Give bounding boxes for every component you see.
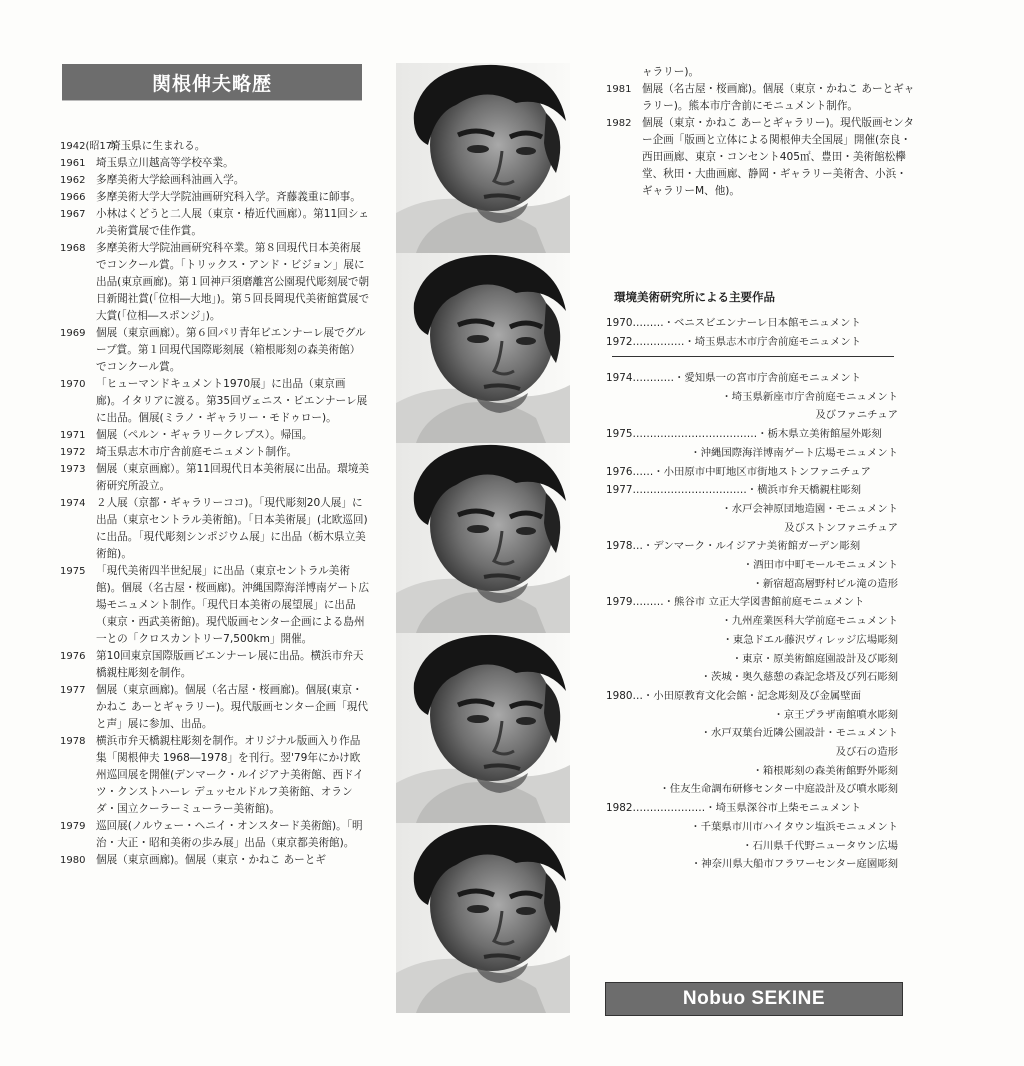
works-title: ・ベニスビエンナーレ日本館モニュメント	[663, 317, 861, 329]
bio-year: 1972	[60, 447, 86, 458]
works-leader-dots: …………………	[632, 802, 706, 815]
works-entry	[606, 762, 898, 781]
works-title: ・小田原教育文化会館・記念彫刻及び金属壁面	[642, 689, 862, 702]
works-entry	[606, 631, 898, 650]
works-leader-dots: ………	[632, 317, 664, 329]
works-title: 及び石の造形	[835, 746, 898, 759]
bio-text: 個展（ペルン・ギャラリークレプス）。帰国。	[96, 429, 313, 441]
bio-entry	[60, 563, 370, 648]
works-title: ・埼玉県志木市庁舎前庭モニュメント	[684, 335, 862, 348]
works-title: ・横浜市弁天橋親柱彫刻	[746, 484, 862, 497]
works-title: ・住友生命調布研修センター中庭設計及び噴水彫刻	[659, 783, 898, 796]
biography-left-column	[60, 138, 370, 869]
works-title: ・京王プラザ南館噴水彫刻	[773, 708, 898, 721]
works-year: 1972	[606, 335, 633, 348]
bio-year: 1974	[60, 498, 86, 509]
works-leader-dots: …	[632, 540, 643, 553]
bio-year: 1971	[60, 430, 86, 441]
works-title: ・茨城・奥久慈憩の森記念塔及び列石彫刻	[700, 671, 898, 684]
bio-entry	[606, 115, 916, 200]
bio-entry	[60, 376, 370, 427]
bio-year: 1968	[60, 243, 86, 254]
portrait-photo	[396, 633, 570, 823]
works-title: ・石川県千代野ニュータウン広場	[742, 839, 898, 852]
works-title: ・水戸双葉台近隣公園設計・モニュメント	[700, 727, 898, 740]
works-leader-dots: ………	[632, 596, 664, 609]
bio-entry	[60, 325, 370, 376]
works-title: ・埼玉県深谷市上柴モニュメント	[705, 802, 862, 815]
works-title: ・栃木県立美術館屋外彫刻	[757, 428, 882, 441]
bio-year: 1942(昭17)	[60, 141, 116, 152]
works-title: 及びファニチュア	[815, 409, 898, 422]
portrait-photo	[396, 823, 570, 1013]
works-title: ・新宿超高層野村ビル滝の造形	[752, 577, 898, 590]
works-title: ・九州産業医科大学前庭モニュメント	[721, 615, 898, 628]
works-leader-dots: ………………………………	[632, 428, 758, 441]
works-entry	[606, 425, 898, 444]
works-divider	[612, 356, 894, 357]
bio-entry	[606, 81, 916, 115]
bio-year: 1980	[60, 855, 86, 866]
bio-entry	[60, 648, 370, 682]
bio-text: 第10回東京国際版画ビエンナーレ展に出品。横浜市弁天橋親柱彫刻を制作。	[96, 650, 364, 679]
bio-entry	[60, 495, 370, 563]
works-title: ・酒田市中町モールモニュメント	[742, 559, 898, 572]
works-entry	[606, 593, 898, 612]
bio-year: 1973	[60, 464, 86, 475]
works-entry	[606, 818, 898, 837]
bio-text: 横浜市弁天橋親柱彫刻を制作。オリジナル版画入り作品集「関根伸夫 1968―1978」を刊行。翌'79年にかけ欧州巡回展を開催(デンマーク・ルイジアナ美術館、西ドイツ・クンストハーレ デュッセルドルフ美術館、オランダ・国立クーラーミューラー美術館)。	[96, 735, 364, 815]
bio-text: 多摩美術大学大学院油画研究科入学。斉藤義重に師事。	[96, 191, 361, 203]
works-year: 1978	[606, 540, 633, 553]
works-title: ・神奈川県大船市フラワーセンター庭園彫刻	[690, 858, 898, 871]
works-year: 1975	[606, 428, 633, 441]
bio-year: 1979	[60, 821, 86, 832]
bio-entry	[60, 852, 370, 869]
works-title: ・愛知県一の宮市庁舎前庭モニュメント	[674, 372, 862, 384]
bio-text: 個展（東京・かねこ あーとギャラリー)。現代版画センター企画「版画と立体による関根伸夫全国展」開催(奈良・西田画廊、東京・コンセント405㎡、豊田・美術館松欅堂、秋田・大曲画廊、静岡・ギャラリー美術舎、小浜・ギャラリーM、他)。	[642, 117, 914, 197]
works-year: 1976	[606, 465, 633, 478]
bio-entry	[60, 138, 370, 155]
works-list	[606, 369, 898, 874]
bio-text: 巡回展(ノルウェー・ヘニイ・オンスタード美術館)。「明治・大正・昭和美術の歩み展」出品（東京都美術館)。	[96, 820, 363, 849]
works-year: 1970	[606, 317, 633, 329]
works-entry	[606, 855, 898, 874]
works-leader-dots: ……………………………	[632, 484, 747, 497]
bio-entry	[60, 240, 370, 325]
bio-year: 1976	[60, 651, 86, 662]
works-entry	[606, 724, 898, 743]
bio-text: 個展（名古屋・桜画廊)。個展（東京・かねこ あーとギャラリー)。熊本市庁舎前にモニュメント制作。	[642, 83, 915, 112]
works-entry	[606, 444, 898, 463]
bio-text: 「ヒューマンドキュメント1970展」に出品（東京画廊)。イタリアに渡る。第35回ヴェニス・ビエンナーレ展に出品。個展(ミラノ・ギャラリー・モドゥロー)。	[96, 378, 368, 424]
bio-year	[606, 64, 642, 81]
works-leader-dots: …………	[632, 372, 675, 384]
works-year: 1979	[606, 596, 633, 609]
works-year: 1980	[606, 689, 633, 702]
portrait-photo	[396, 63, 570, 253]
works-leader-dots: …	[632, 689, 643, 702]
works-entry	[606, 743, 898, 762]
works-entry	[606, 537, 898, 556]
bio-text: 小林はくどうと二人展（東京・椿近代画廊）。第11回シェル美術賞展で佳作賞。	[96, 208, 369, 237]
works-entry	[606, 668, 898, 687]
portrait-photo	[396, 443, 570, 633]
bio-text: 個展（東京画廊）。第６回パリ青年ビエンナーレ展でグループ賞。第１回現代国際彫刻展（箱根彫刻の森美術館）でコンクール賞。	[96, 327, 366, 373]
bio-year: 1977	[60, 685, 86, 696]
works-entry	[606, 837, 898, 856]
bio-entry	[60, 189, 370, 206]
biography-right-column	[606, 64, 916, 200]
bio-year: 1981	[606, 84, 632, 95]
works-title: ・熊谷市 立正大学図書館前庭モニュメント	[663, 596, 865, 609]
bio-text: 埼玉県志木市庁舎前庭モニュメント制作。	[96, 446, 298, 458]
works-entry	[606, 369, 898, 388]
bio-year: 1961	[60, 158, 86, 169]
artist-name-banner: Nobuo SEKINE	[605, 982, 903, 1016]
works-entry	[606, 556, 898, 575]
works-leader-dots: ……	[632, 465, 654, 478]
title-rule	[62, 100, 362, 101]
works-title: 及びストンファニチュア	[784, 521, 898, 534]
works-entry	[606, 799, 898, 818]
bio-text: 多摩美術大学絵画科油画入学。	[96, 174, 245, 186]
bio-entry	[60, 818, 370, 852]
works-title: ・小田原市中町地区市街地ストンファニチュア	[653, 465, 871, 478]
works-title: ・東急ドエル藤沢ヴィレッジ広場彫刻	[722, 633, 898, 646]
works-entry	[606, 650, 898, 669]
bio-year: 1966	[60, 192, 86, 203]
bio-year: 1967	[60, 209, 86, 220]
bio-text: 個展（東京画廊)。個展（東京・かねこ あーとギ	[96, 854, 326, 866]
works-heading: 環境美術研究所による主要作品	[614, 290, 775, 304]
bio-entry	[60, 155, 370, 172]
bio-year: 1969	[60, 328, 86, 339]
works-title: ・水戸会神原団地造園・モニュメント	[721, 502, 898, 515]
works-entry	[606, 519, 898, 538]
works-leader-dots: ……………	[632, 335, 685, 348]
works-title: ・千葉県市川市ハイタウン塩浜モニュメント	[690, 820, 898, 833]
bio-text: 埼玉県に生まれる。	[110, 140, 206, 152]
bio-entry	[606, 64, 916, 81]
bio-entry	[60, 461, 370, 495]
works-entry	[606, 575, 898, 594]
works-entry	[606, 612, 898, 631]
works-entry	[606, 500, 898, 519]
bio-year: 1978	[60, 736, 86, 747]
works-title: ・東京・原美術館庭園設計及び彫刻	[731, 652, 898, 665]
bio-entry	[60, 172, 370, 189]
works-list-early	[606, 314, 898, 351]
bio-year: 1975	[60, 566, 86, 577]
bio-entry	[60, 444, 370, 461]
works-entry	[606, 780, 898, 799]
works-entry	[606, 706, 898, 725]
works-title: ・沖縄国際海洋博南ゲート広場モニュメント	[690, 446, 898, 459]
bio-text: 多摩美術大学院油画研究科卒業。第８回現代日本美術展でコンクール賞。「トリックス・アンド・ビジョン」展に出品(東京画廊)。第１回神戸須磨離宮公園現代彫刻展で朝日新聞社賞(「位相―大地」)。第５回長岡現代美術館賞展で大賞(「位相―スポンジ」)。	[96, 242, 370, 322]
works-entry	[606, 333, 898, 352]
works-year: 1974	[606, 372, 633, 384]
works-year: 1982	[606, 802, 633, 815]
bio-text: 個展（東京画廊)。個展（名古屋・桜画廊)。個展(東京・かねこ あーとギャラリー)。現代版画センター企画「現代と声」展に参加、出品。	[96, 684, 368, 730]
works-entry	[606, 388, 898, 407]
bio-year: 1970	[60, 379, 86, 390]
bio-entry	[60, 733, 370, 818]
bio-text: 「現代美術四半世紀展」に出品（東京セントラル美術館)。個展（名古屋・桜画廊)。沖縄国際海洋博南ゲート広場モニュメント制作。「現代日本美術の展望展」に出品（東京・西武美術館)。現代版画センター企画による島州一との「クロスカントリー7,500km」開催。	[96, 565, 370, 645]
works-title: ・デンマーク・ルイジアナ美術館ガーデン彫刻	[642, 540, 861, 553]
works-entry	[606, 463, 898, 482]
bio-year: 1962	[60, 175, 86, 186]
works-entry	[606, 481, 898, 500]
portrait-photo-strip	[396, 63, 570, 1013]
bio-text: 埼玉県立川越高等学校卒業。	[96, 157, 234, 169]
works-entry	[606, 314, 898, 333]
works-entry	[606, 406, 898, 425]
bio-entry	[60, 427, 370, 444]
bio-text: ２人展（京都・ギャラリーココ)。「現代彫刻20人展」に出品（東京セントラル美術館)。「日本美術展」(北欧巡回)に出品。「現代彫刻シンポジウム展」に出品（栃木県立美術館)。	[96, 497, 368, 560]
bio-text: 個展（東京画廊）。第11回現代日本美術展に出品。環境美術研究所設立。	[96, 463, 370, 492]
page-title: 関根伸夫略歴	[62, 64, 362, 100]
portrait-photo	[396, 253, 570, 443]
bio-text: ャラリー)。	[642, 66, 700, 78]
bio-year: 1982	[606, 118, 632, 129]
works-entry	[606, 687, 898, 706]
works-title: ・箱根彫刻の森美術館野外彫刻	[752, 764, 898, 777]
bio-entry	[60, 682, 370, 733]
bio-entry	[60, 206, 370, 240]
works-year: 1977	[606, 484, 633, 497]
works-title: ・埼玉県新座市庁舎前庭モニュメント	[721, 390, 898, 403]
